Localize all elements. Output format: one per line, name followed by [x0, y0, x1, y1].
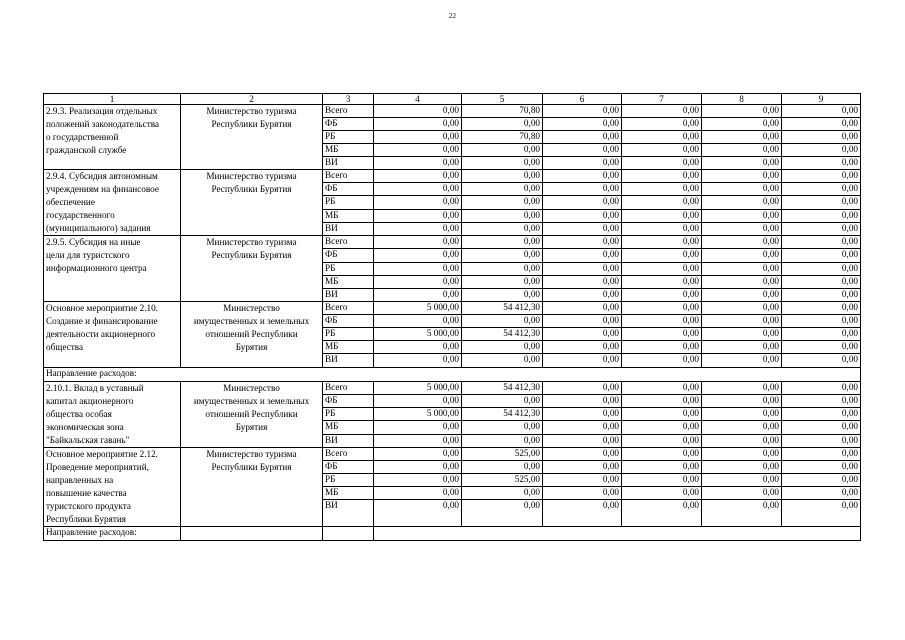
amount-cell: 5 000,00 [374, 328, 462, 341]
amount-cell: 0,00 [462, 315, 543, 328]
activity-name [44, 448, 181, 527]
amount-cell: 0,00 [782, 105, 861, 118]
amount-cell: 0,00 [622, 461, 702, 474]
activity-name-line: 2.9.4. Субсидия автономным [46, 171, 158, 181]
amount-cell: 54 412,30 [462, 408, 543, 421]
funding-source: РБ [323, 408, 374, 421]
direction-label: Направление расходов: [44, 527, 181, 541]
funding-source: Всего [323, 448, 374, 461]
column-header: 8 [702, 94, 782, 105]
amount-cell: 0,00 [374, 131, 462, 144]
amount-cell: 0,00 [622, 157, 702, 170]
amount-cell: 0,00 [622, 144, 702, 157]
amount-cell: 0,00 [374, 341, 462, 354]
amount-cell: 0,00 [702, 395, 782, 408]
funding-source: ФБ [323, 395, 374, 408]
amount-cell: 0,00 [374, 421, 462, 435]
amount-cell: 0,00 [782, 118, 861, 131]
amount-cell: 0,00 [374, 209, 462, 222]
amount-cell: 0,00 [782, 183, 861, 196]
activity-name-line: 2.10.1. Вклад в уставный [46, 383, 144, 393]
activity-name [44, 170, 181, 236]
amount-cell: 0,00 [702, 209, 782, 222]
amount-cell: 0,00 [374, 395, 462, 408]
executor [181, 382, 323, 448]
amount-cell: 0,00 [622, 196, 702, 209]
amount-cell: 0,00 [702, 183, 782, 196]
amount-cell: 0,00 [702, 382, 782, 395]
amount-cell: 0,00 [462, 354, 543, 368]
amount-cell: 0,00 [622, 354, 702, 368]
amount-cell: 0,00 [622, 105, 702, 118]
executor-line: Республики Бурятия [211, 184, 292, 194]
amount-cell: 0,00 [374, 183, 462, 196]
amount-cell: 525,00 [462, 474, 543, 487]
activity-name-line: цели для туристского [46, 250, 130, 260]
executor-line: Министерство туризма [206, 449, 297, 459]
executor-line: Бурятия [235, 422, 268, 432]
amount-cell: 0,00 [543, 341, 622, 354]
column-header: 3 [323, 94, 374, 105]
funding-source: ФБ [323, 183, 374, 196]
amount-cell: 0,00 [622, 276, 702, 289]
amount-cell: 0,00 [702, 421, 782, 435]
activity-name-line: 2.9.5. Субсидия на иные [46, 237, 141, 247]
amount-cell: 0,00 [782, 302, 861, 315]
amount-cell: 0,00 [543, 435, 622, 448]
amount-cell: 0,00 [702, 435, 782, 448]
amount-cell: 0,00 [543, 118, 622, 131]
amount-cell: 5 000,00 [374, 382, 462, 395]
amount-cell: 0,00 [462, 461, 543, 474]
column-header: 4 [374, 94, 462, 105]
amount-cell: 0,00 [622, 341, 702, 354]
amount-cell: 0,00 [374, 170, 462, 183]
amount-cell: 0,00 [782, 408, 861, 421]
funding-source: МБ [323, 341, 374, 354]
activity-name-line: обеспечение [46, 197, 95, 207]
amount-cell: 0,00 [543, 395, 622, 408]
executor-line: Министерство туризма [206, 106, 297, 116]
activity-name-line: 2.9.3. Реализация отдельных [46, 106, 158, 116]
funding-source: Всего [323, 302, 374, 315]
activity-name-line: Республики Бурятия [46, 514, 127, 524]
amount-cell: 0,00 [782, 487, 861, 500]
amount-cell: 0,00 [782, 196, 861, 209]
amount-cell: 0,00 [622, 183, 702, 196]
amount-cell: 0,00 [622, 382, 702, 395]
amount-cell: 0,00 [543, 105, 622, 118]
amount-cell: 0,00 [622, 209, 702, 222]
funding-source: ФБ [323, 461, 374, 474]
amount-cell: 0,00 [782, 395, 861, 408]
amount-cell: 0,00 [782, 144, 861, 157]
activity-name-line: Проведение мероприятий, [46, 462, 149, 472]
amount-cell: 5 000,00 [374, 408, 462, 421]
amount-cell: 0,00 [702, 157, 782, 170]
amount-cell: 0,00 [782, 382, 861, 395]
amount-cell: 0,00 [702, 196, 782, 209]
amount-cell: 0,00 [702, 222, 782, 235]
executor-line: Министерство туризма [206, 171, 297, 181]
amount-cell: 0,00 [543, 354, 622, 368]
amount-cell: 0,00 [782, 341, 861, 354]
amount-cell: 0,00 [543, 448, 622, 461]
amount-cell: 0,00 [462, 183, 543, 196]
activity-name-line: общества [46, 342, 84, 352]
amount-cell: 0,00 [702, 118, 782, 131]
table-row [44, 382, 861, 395]
amount-cell: 0,00 [374, 263, 462, 276]
funding-source: МБ [323, 421, 374, 435]
amount-cell: 0,00 [622, 500, 702, 527]
amount-cell: 0,00 [374, 236, 462, 249]
amount-cell: 0,00 [374, 222, 462, 235]
amount-cell: 0,00 [622, 395, 702, 408]
amount-cell: 0,00 [782, 170, 861, 183]
amount-cell: 0,00 [702, 474, 782, 487]
amount-cell: 0,00 [702, 461, 782, 474]
amount-cell: 0,00 [702, 289, 782, 302]
funding-source: МБ [323, 209, 374, 222]
amount-cell: 0,00 [543, 249, 622, 263]
executor-line: отношений Республики [205, 409, 298, 419]
amount-cell: 0,00 [702, 500, 782, 527]
direction-row [44, 368, 861, 382]
direction-row [44, 527, 861, 541]
amount-cell: 0,00 [374, 474, 462, 487]
amount-cell: 0,00 [622, 263, 702, 276]
amount-cell: 0,00 [543, 131, 622, 144]
amount-cell: 0,00 [702, 315, 782, 328]
amount-cell: 0,00 [782, 474, 861, 487]
amount-cell: 0,00 [462, 118, 543, 131]
activity-name-line: повышение качества [46, 488, 127, 498]
activity-name-line: Основное мероприятие 2.10. [46, 303, 158, 313]
executor-line: отношений Республики [205, 329, 298, 339]
amount-cell: 0,00 [782, 315, 861, 328]
amount-cell: 0,00 [543, 144, 622, 157]
funding-source: РБ [323, 328, 374, 341]
amount-cell: 0,00 [702, 408, 782, 421]
amount-cell: 0,00 [782, 209, 861, 222]
amount-cell: 0,00 [462, 144, 543, 157]
amount-cell: 0,00 [622, 289, 702, 302]
funding-source: Всего [323, 105, 374, 118]
table-row [44, 236, 861, 249]
amount-cell: 0,00 [374, 315, 462, 328]
funding-source: РБ [323, 131, 374, 144]
amount-cell: 0,00 [622, 302, 702, 315]
funding-source: РБ [323, 474, 374, 487]
activity-name-line: учреждениям на финансовое [46, 184, 159, 194]
amount-cell: 0,00 [782, 276, 861, 289]
activity-name-line: гражданской службе [46, 145, 127, 155]
amount-cell: 0,00 [543, 474, 622, 487]
funding-source: ФБ [323, 315, 374, 328]
activity-name-line: (муниципального) задания [46, 223, 151, 233]
amount-cell: 0,00 [462, 263, 543, 276]
amount-cell: 0,00 [702, 341, 782, 354]
amount-cell: 0,00 [782, 249, 861, 263]
table-row [44, 448, 861, 461]
activity-name-line: капитал акционерного [46, 396, 134, 406]
amount-cell: 0,00 [374, 289, 462, 302]
executor-line: Бурятия [235, 342, 268, 352]
amount-cell: 0,00 [374, 144, 462, 157]
amount-cell: 54 412,30 [462, 382, 543, 395]
column-header: 5 [462, 94, 543, 105]
activity-name-line: направленных на [46, 475, 114, 485]
amount-cell: 0,00 [782, 448, 861, 461]
amount-cell: 0,00 [543, 170, 622, 183]
funding-source: ФБ [323, 249, 374, 263]
amount-cell: 0,00 [622, 170, 702, 183]
amount-cell: 0,00 [702, 328, 782, 341]
amount-cell: 0,00 [462, 500, 543, 527]
amount-cell: 54 412,30 [462, 302, 543, 315]
amount-cell: 0,00 [782, 354, 861, 368]
amount-cell: 0,00 [622, 448, 702, 461]
amount-cell: 0,00 [462, 421, 543, 435]
amount-cell: 0,00 [462, 222, 543, 235]
amount-cell: 0,00 [543, 382, 622, 395]
page-number: 22 [449, 12, 456, 20]
executor-line: Республики Бурятия [211, 250, 292, 260]
amount-cell: 0,00 [622, 315, 702, 328]
funding-source: РБ [323, 263, 374, 276]
activity-name-line: туристского продукта [46, 501, 131, 511]
amount-cell: 0,00 [374, 461, 462, 474]
amount-cell: 0,00 [702, 249, 782, 263]
amount-cell: 0,00 [622, 236, 702, 249]
table-row [44, 105, 861, 118]
activity-name-line: о государственной [46, 132, 119, 142]
amount-cell: 0,00 [543, 487, 622, 500]
empty-cell [323, 527, 374, 541]
executor-line: Министерство [223, 383, 280, 393]
amount-cell: 0,00 [543, 328, 622, 341]
amount-cell: 525,00 [462, 448, 543, 461]
amount-cell: 0,00 [782, 263, 861, 276]
amount-cell: 0,00 [782, 222, 861, 235]
amount-cell: 0,00 [702, 105, 782, 118]
amount-cell: 0,00 [622, 421, 702, 435]
column-header: 1 [44, 94, 181, 105]
activity-name-line: общества особая [46, 409, 112, 419]
amount-cell: 0,00 [543, 263, 622, 276]
amount-cell: 0,00 [374, 487, 462, 500]
amount-cell: 0,00 [782, 435, 861, 448]
amount-cell: 0,00 [462, 157, 543, 170]
amount-cell: 0,00 [702, 144, 782, 157]
budget-table [43, 93, 861, 541]
amount-cell: 0,00 [702, 170, 782, 183]
funding-source: ВИ [323, 289, 374, 302]
column-header: 7 [622, 94, 702, 105]
executor [181, 236, 323, 302]
funding-source: МБ [323, 487, 374, 500]
amount-cell: 0,00 [622, 408, 702, 421]
funding-source: ВИ [323, 157, 374, 170]
funding-source: Всего [323, 236, 374, 249]
activity-name-line: "Байкальская гавань" [46, 435, 130, 445]
amount-cell: 0,00 [374, 500, 462, 527]
executor-line: имущественных и земельных [193, 316, 310, 326]
executor-line: Министерство [223, 303, 280, 313]
amount-cell: 70,80 [462, 131, 543, 144]
amount-cell: 0,00 [374, 435, 462, 448]
executor-line: имущественных и земельных [193, 396, 310, 406]
amount-cell: 0,00 [702, 302, 782, 315]
amount-cell: 0,00 [462, 196, 543, 209]
activity-name [44, 382, 181, 448]
activity-name [44, 105, 181, 170]
amount-cell: 0,00 [374, 105, 462, 118]
table-row [44, 302, 861, 315]
amount-cell: 0,00 [543, 196, 622, 209]
executor-line: Республики Бурятия [211, 462, 292, 472]
column-header: 6 [543, 94, 622, 105]
amount-cell: 0,00 [374, 354, 462, 368]
amount-cell: 0,00 [622, 131, 702, 144]
amount-cell: 0,00 [782, 289, 861, 302]
amount-cell: 0,00 [543, 302, 622, 315]
amount-cell: 0,00 [782, 236, 861, 249]
activity-name [44, 302, 181, 368]
activity-name-line: экономическая зона [46, 422, 124, 432]
executor [181, 170, 323, 236]
amount-cell: 0,00 [543, 183, 622, 196]
amount-cell: 0,00 [462, 341, 543, 354]
activity-name-line: государственного [46, 210, 115, 220]
amount-cell: 0,00 [702, 236, 782, 249]
amount-cell: 0,00 [543, 315, 622, 328]
funding-source: РБ [323, 196, 374, 209]
amount-cell: 0,00 [462, 487, 543, 500]
activity-name-line: информационного центра [46, 263, 147, 273]
executor [181, 105, 323, 170]
funding-source: ВИ [323, 435, 374, 448]
empty-cell [181, 527, 323, 541]
amount-cell: 0,00 [702, 131, 782, 144]
amount-cell: 54 412,30 [462, 328, 543, 341]
amount-cell: 0,00 [374, 448, 462, 461]
amount-cell: 0,00 [543, 209, 622, 222]
amount-cell: 0,00 [462, 395, 543, 408]
column-header: 2 [181, 94, 323, 105]
amount-cell: 0,00 [374, 118, 462, 131]
activity-name-line: Создание и финансирование [46, 316, 158, 326]
activity-name-line: деятельности акционерного [46, 329, 156, 339]
executor-line: Министерство туризма [206, 237, 297, 247]
amount-cell: 0,00 [374, 276, 462, 289]
funding-source: ФБ [323, 118, 374, 131]
column-header: 9 [782, 94, 861, 105]
funding-source: МБ [323, 144, 374, 157]
amount-cell: 0,00 [782, 461, 861, 474]
table-row [44, 170, 861, 183]
amount-cell: 0,00 [702, 263, 782, 276]
funding-source: ВИ [323, 222, 374, 235]
amount-cell: 0,00 [462, 276, 543, 289]
amount-cell: 0,00 [622, 249, 702, 263]
amount-cell: 5 000,00 [374, 302, 462, 315]
amount-cell: 0,00 [462, 249, 543, 263]
amount-cell: 0,00 [702, 487, 782, 500]
amount-cell: 0,00 [702, 354, 782, 368]
amount-cell: 0,00 [462, 435, 543, 448]
activity-name [44, 236, 181, 302]
amount-cell: 0,00 [374, 249, 462, 263]
direction-label: Направление расходов: [44, 368, 861, 382]
funding-source: Всего [323, 170, 374, 183]
executor [181, 448, 323, 527]
funding-source: МБ [323, 276, 374, 289]
amount-cell: 0,00 [702, 276, 782, 289]
amount-cell: 0,00 [543, 276, 622, 289]
amount-cell: 0,00 [374, 196, 462, 209]
amount-cell: 0,00 [782, 157, 861, 170]
column-number-row [44, 94, 861, 105]
executor [181, 302, 323, 368]
activity-name-line: положений законодательства [46, 119, 160, 129]
amount-cell: 0,00 [702, 448, 782, 461]
amount-cell: 0,00 [462, 209, 543, 222]
empty-cell [374, 527, 861, 541]
amount-cell: 0,00 [462, 170, 543, 183]
amount-cell: 0,00 [543, 500, 622, 527]
amount-cell: 0,00 [782, 131, 861, 144]
executor-line: Республики Бурятия [211, 119, 292, 129]
amount-cell: 70,80 [462, 105, 543, 118]
amount-cell: 0,00 [543, 236, 622, 249]
funding-source: Всего [323, 382, 374, 395]
amount-cell: 0,00 [543, 421, 622, 435]
amount-cell: 0,00 [622, 487, 702, 500]
amount-cell: 0,00 [374, 157, 462, 170]
amount-cell: 0,00 [782, 500, 861, 527]
amount-cell: 0,00 [622, 474, 702, 487]
amount-cell: 0,00 [543, 157, 622, 170]
amount-cell: 0,00 [543, 289, 622, 302]
amount-cell: 0,00 [462, 289, 543, 302]
amount-cell: 0,00 [462, 236, 543, 249]
amount-cell: 0,00 [622, 118, 702, 131]
amount-cell: 0,00 [543, 408, 622, 421]
activity-name-line: Основное мероприятие 2.12. [46, 449, 158, 459]
amount-cell: 0,00 [543, 222, 622, 235]
amount-cell: 0,00 [622, 435, 702, 448]
amount-cell: 0,00 [622, 222, 702, 235]
amount-cell: 0,00 [782, 421, 861, 435]
funding-source: ВИ [323, 354, 374, 368]
amount-cell: 0,00 [782, 328, 861, 341]
amount-cell: 0,00 [622, 328, 702, 341]
amount-cell: 0,00 [543, 461, 622, 474]
funding-source: ВИ [323, 500, 374, 527]
